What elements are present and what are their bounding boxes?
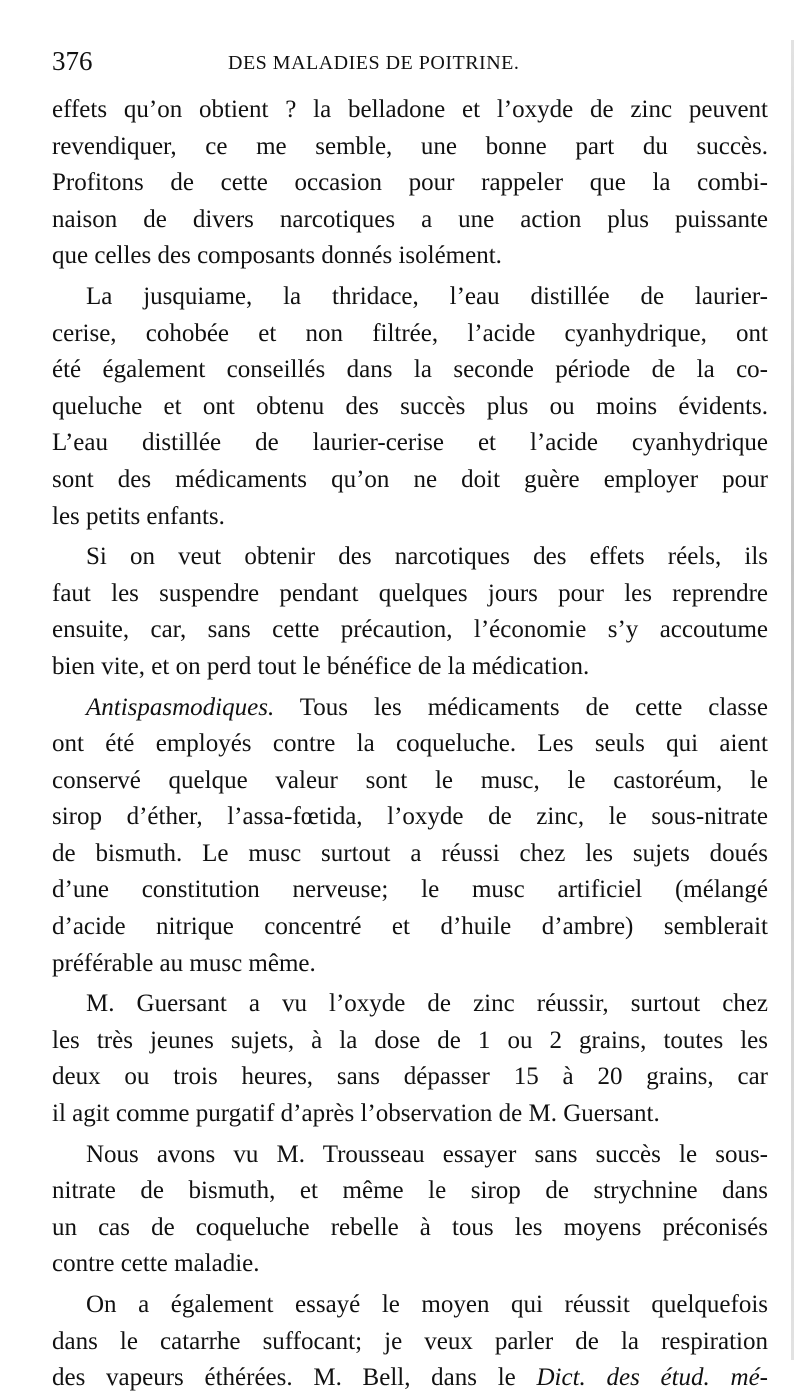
text-line: d’une constitution nerveuse; le musc artificiel (mélangé	[52, 876, 768, 904]
page-edge-shadow	[791, 40, 794, 1360]
text-line: nitrate de bismuth, et même le sirop de strychnine dans	[52, 1177, 768, 1205]
text-line: ont été employés contre la coqueluche. Les seuls qui aient	[52, 730, 768, 758]
text-line: ensuite, car, sans cette précaution, l’économie s’y accoutume	[52, 616, 768, 644]
running-title: DES MALADIES DE POITRINE.	[228, 52, 520, 74]
text-line: les petits enfants.	[52, 502, 225, 530]
text-line: un cas de coqueluche rebelle à tous les moyens préconisés	[52, 1213, 768, 1241]
text-line	[52, 1360, 768, 1397]
text-line: Si on veut obtenir des narcotiques des effets réels, ils	[86, 543, 768, 571]
text-line: Nous avons vu M. Trousseau essayer sans succès le sous-	[86, 1140, 768, 1168]
text-line: L’eau distillée de laurier-cerise et l’acide cyanhydrique	[52, 429, 768, 457]
section-lead-italic: Antispasmodiques.	[86, 693, 275, 721]
paragraph-7	[52, 1287, 768, 1397]
text-line: sirop d’éther, l’assa-fœtida, l’oxyde de zinc, le sous-nitrate	[52, 803, 768, 831]
text-line: d’acide nitrique concentré et d’huile d’ambre) semblerait	[52, 913, 768, 941]
text-line: M. Guersant a vu l’oxyde de zinc réussir, surtout chez	[86, 990, 768, 1018]
text-line: été également conseillés dans la seconde période de la co-	[52, 356, 768, 384]
text-line: effets qu’on obtient ? la belladone et l’oxyde de zinc peuvent	[52, 96, 768, 123]
paragraph-2	[52, 279, 768, 535]
paragraph-1	[52, 92, 768, 275]
text-line: Profitons de cette occasion pour rappeler que la combi-	[52, 169, 768, 197]
text-line: naison de divers narcotiques a une action plus puissante	[52, 205, 768, 233]
text-line: dans le catarrhe suffocant; je veux parler de la respiration	[52, 1327, 768, 1355]
paragraph-5	[52, 986, 768, 1132]
text-line: revendiquer, ce me semble, une bonne part du succès.	[52, 132, 768, 160]
text-line: bien vite, et on perd tout le bénéfice de la médication.	[52, 652, 590, 680]
text-line: que celles des composants donnés isolément.	[52, 242, 502, 270]
text-line: conservé quelque valeur sont le musc, le castoréum, le	[52, 766, 768, 794]
text-line: préférable au musc même.	[52, 949, 316, 977]
text-line: contre cette maladie.	[52, 1250, 260, 1278]
text-line: La jusquiame, la thridace, l’eau distillée de laurier-	[86, 282, 768, 310]
paragraph-4	[52, 690, 768, 983]
body-text	[52, 92, 768, 1397]
paragraph-6	[52, 1137, 768, 1283]
text-line: queluche et ont obtenu des succès plus ou moins évidents.	[52, 392, 768, 420]
citation-italic: Dict. des étud. mé-	[536, 1364, 768, 1392]
text-line: il agit comme purgatif d’après l’observation de M. Guersant.	[52, 1100, 660, 1128]
text-run: Tous les médicaments de cette classe	[274, 693, 768, 721]
page-number: 376	[52, 46, 93, 76]
text-line: faut les suspendre pendant quelques jours pour les reprendre	[52, 579, 768, 607]
text-line: deux ou trois heures, sans dépasser 15 à 20 grains, car	[52, 1063, 768, 1091]
text-line: sont des médicaments qu’on ne doit guère employer pour	[52, 465, 768, 493]
text-line: de bismuth. Le musc surtout a réussi chez les sujets doués	[52, 839, 768, 867]
text-line: les très jeunes sujets, à la dose de 1 ou 2 grains, toutes les	[52, 1026, 768, 1054]
text-line: On a également essayé le moyen qui réussit quelquefois	[86, 1291, 768, 1318]
text-line	[52, 690, 768, 727]
text-run: des vapeurs éthérées. M. Bell, dans le	[52, 1364, 537, 1392]
text-line: cerise, cohobée et non filtrée, l’acide cyanhydrique, ont	[52, 319, 768, 347]
running-head	[52, 46, 780, 80]
paragraph-3	[52, 539, 768, 685]
